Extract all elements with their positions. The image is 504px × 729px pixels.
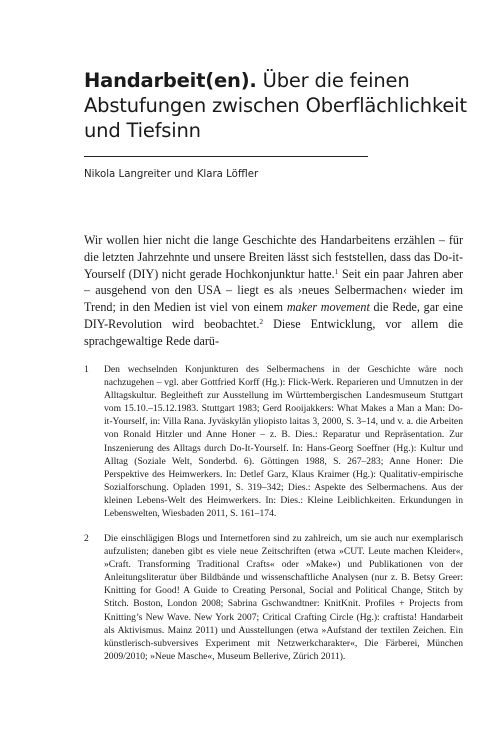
chapter-title (84, 68, 474, 143)
body-paragraph (84, 232, 463, 349)
chapter-title-subtitle: Über die feinen Abstufungen zwischen Oberflächlichkeit und Tiefsinn (84, 69, 467, 142)
body-text-emphasis: maker movement (286, 300, 370, 314)
footnote-ref-1[interactable]: 1 (334, 266, 339, 276)
footnote-text: Die einschlägigen Blogs und Internetforen sind zu zahlreich, um sie auch nur exemplarisch aufzulisten; daneben gibt es viele neue Zeitschriften (etwa »CUT. Leute machen Kleider«, »Craft. Transforming Traditional Crafts« oder »Make«) und Publikationen von der Anleitungsliteratur über Bildbände und wissenschaftliche Analysen (nur z. B. Betsy Greer: Knitting for Good! A Guide to Creating Personal, Social and Political Change, Stitch by Stitch. Boston, London 2008; Sabrina Gschwandtner: KnitKnit. Profiles + Projects from Knitting’s New Wave. New York 2007; Critical Crafting Circle (Hg.): craftista! Handarbeit als Aktivismus. Mainz 2011) und Ausstellungen (etwa »Aufstand der textilen Zeichen. Ein künstlerisch-subversives Experiment mit Netzwerkcharakter«, Die Färberei, München 2009/2010; »Neue Masche«, Museum Bellerive, Zürich 2011). (104, 533, 463, 662)
authors: Nikola Langreiter und Klara Löffler (84, 169, 259, 180)
footnote-number: 2 (84, 533, 89, 544)
chapter-title-bold: Handarbeit(en). (84, 69, 257, 92)
body-text-part-4: Diese Entwicklung, vor allem die sprachgewaltige Rede darü- (84, 316, 463, 348)
body-text-part-1: Wir wollen hier nicht die lange Geschichte des Handarbeitens erzählen – für die letzten Jahrzehnte und unsere Breiten lässt sich feststellen, dass das Do-it-Yourself (DIY) nicht gerade Hochkonjunktur hatte. (84, 233, 463, 281)
body-text-part-2: Seit ein paar Jahren aber – ausgehend von den USA – liegt es als ›neues Selbermachen‹ wieder im Trend; in den Medien ist viel von einem (84, 266, 463, 314)
footnote-ref-2[interactable]: 2 (259, 316, 264, 326)
footnote-number: 1 (84, 364, 89, 375)
body-text-part-3: die Rede, gar eine DIY-Revolution wird beobachtet. (84, 300, 464, 331)
footnote-2 (84, 532, 463, 663)
footnote-text: Den wechselnden Konjunkturen des Selbermachens in der Geschichte wäre noch nachzugehen – vgl. aber Gottfried Korff (Hg.): Flick-Werk. Reparieren und Umnutzen in der Alltagskultur. Begleitheft zur Ausstellung im Württembergischen Landesmuseum Stuttgart vom 15.10.–15.12.1983. Stuttgart 1983; Gerd Rooijakkers: What Makes a Man a Man: Do-it-Yourself, in: Villa Rana. Jyväskylän yliopisto laitas 3, 2000, S. 3–14, und v. a. die Arbeiten von Ronald Hitzler und Anne Honer – z. B. Dies.: Reparatur und Repräsentation. Zur Inszenierung des Alltags durch Do-It-Yourself. In: Hans-Georg Soeffner (Hg.): Kultur und Alltag (Soziale Welt, Sonderbd. 6). Göttingen 1988, S. 267–283; Anne Honer: Die Perspektive des Heimwerkers. In: Detlef Garz, Klaus Kraimer (Hg.): Qualitativ-empirische Sozialforschung. Opladen 1991, S. 319–342; Dies.: Aspekte des Selbermachens. Aus der kleinen Lebens-Welt des Heimwerkers. In: Dies.: Kleine Leiblichkeiten. Erkundungen in Lebenswelten, Wiesbaden 2011, S. 161–174. (104, 364, 463, 520)
footnote-1 (84, 363, 463, 520)
title-divider (84, 156, 368, 157)
